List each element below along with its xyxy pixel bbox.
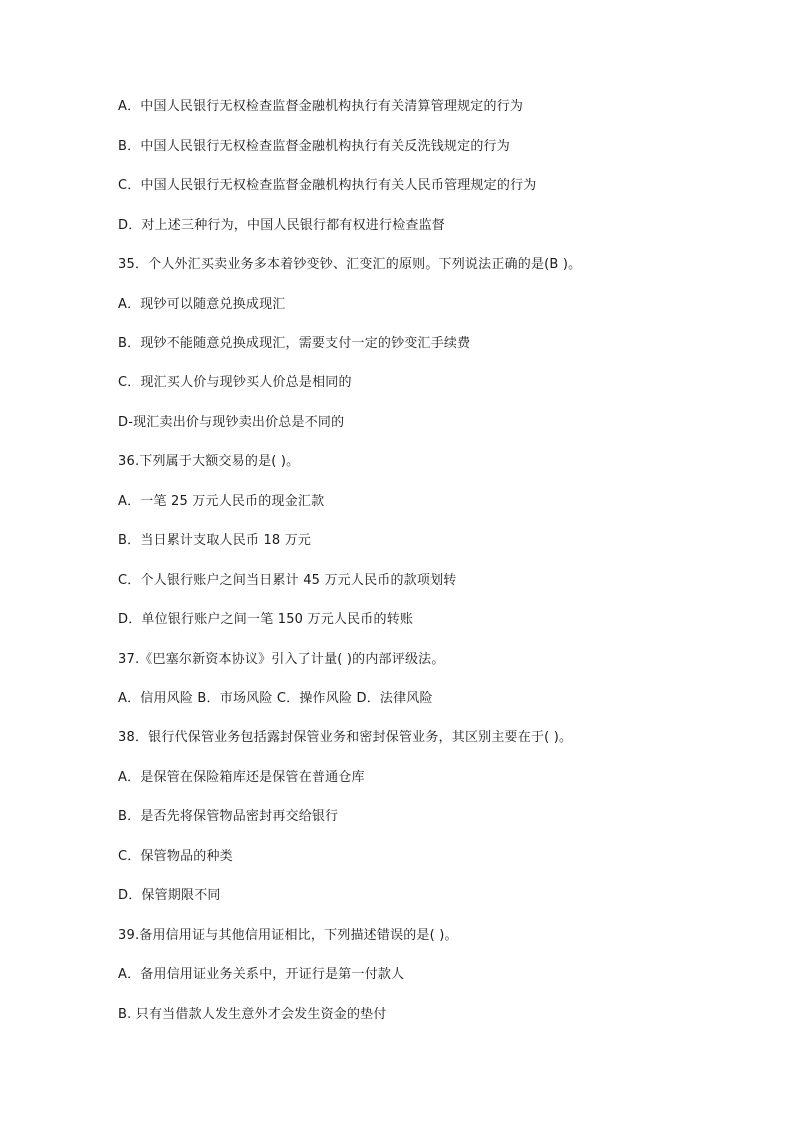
option-line: B. 只有当借款人发生意外才会发生资金的垫付 (118, 1007, 387, 1022)
option-line: D．对上述三种行为，中国人民银行都有权进行检查监督 (118, 218, 446, 233)
option-line: B．现钞不能随意兑换成现汇，需要支付一定的钞变汇手续费 (118, 336, 471, 351)
question-line: 39.备用信用证与其他信用证相比，下列描述错误的是( )。 (118, 928, 458, 943)
option-line: B．是否先将保管物品密封再交给银行 (118, 809, 339, 824)
option-line: A．是保管在保险箱库还是保管在普通仓库 (118, 770, 365, 785)
option-line: A．信用风险 B．市场风险 C．操作风险 D．法律风险 (118, 691, 433, 706)
option-line: B．中国人民银行无权检查监督金融机构执行有关反洗钱规定的行为 (118, 139, 510, 154)
option-line: D-现汇卖出价与现钞卖出价总是不同的 (118, 415, 345, 430)
option-line: C．现汇买人价与现钞买人价总是相同的 (118, 375, 352, 390)
option-line: B．当日累计支取人民币 18 万元 (118, 533, 312, 548)
option-line: D．保管期限不同 (118, 888, 221, 903)
question-line: 38．银行代保管业务包括露封保管业务和密封保管业务，其区别主要在于( )。 (118, 730, 573, 745)
option-line: A．现钞可以随意兑换成现汇 (118, 297, 286, 312)
option-line: C．保管物品的种类 (118, 849, 233, 864)
option-line: A．中国人民银行无权检查监督金融机构执行有关清算管理规定的行为 (118, 99, 524, 114)
option-line: A．备用信用证业务关系中，开证行是第一付款人 (118, 967, 405, 982)
option-line: A．一笔 25 万元人民币的现金汇款 (118, 494, 325, 509)
option-line: D．单位银行账户之间一笔 150 万元人民币的转账 (118, 612, 414, 627)
question-line: 37.《巴塞尔新资本协议》引入了计量( )的内部评级法。 (118, 652, 445, 667)
option-line: C．中国人民银行无权检查监督金融机构执行有关人民币管理规定的行为 (118, 178, 537, 193)
question-line: 36.下列属于大额交易的是( )。 (118, 454, 300, 469)
option-line: C．个人银行账户之间当日累计 45 万元人民币的款项划转 (118, 573, 457, 588)
question-line: 35．个人外汇买卖业务多本着钞变钞、汇变汇的原则。下列说法正确的是(B )。 (118, 257, 582, 272)
